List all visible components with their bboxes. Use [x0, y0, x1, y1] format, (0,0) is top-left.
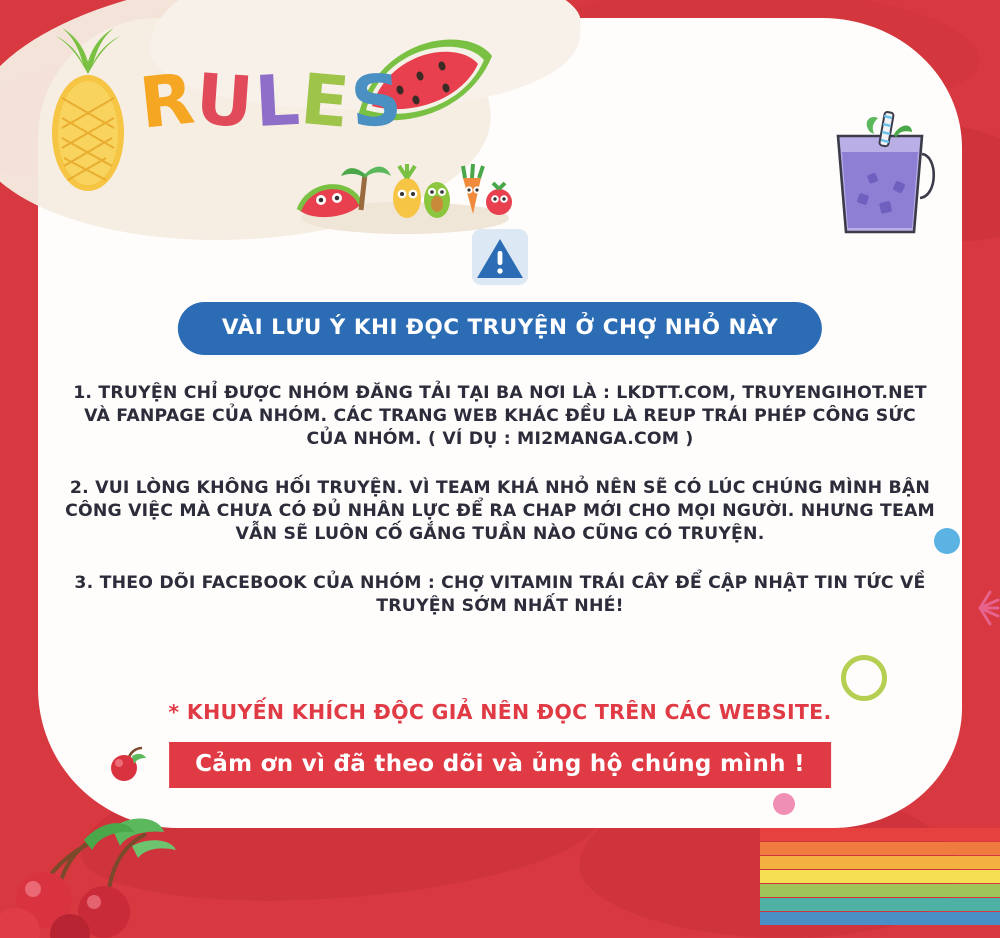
rule-item: 1. TRUYỆN CHỈ ĐƯỢC NHÓM ĐĂNG TẢI TẠI BA NƠI LÀ : LKDTT.COM, TRUYENGIHOT.NET VÀ FANPAGE CỦA NHÓM. CÁC TRANG WEB KHÁC ĐỀU LÀ REUP TRÁI PHÉP CÔNG SỨC CỦA NHÓM. ( VÍ DỤ : MI2MANGA.COM )	[73, 383, 927, 449]
pineapple-illustration	[38, 28, 138, 198]
thanks-banner: Cảm ơn vì đã theo dõi và ủng hộ chúng mình !	[169, 742, 831, 788]
warning-triangle-icon	[471, 228, 529, 286]
blue-dot	[934, 528, 960, 554]
green-ring	[841, 655, 887, 701]
rules-letter-l: L	[252, 58, 304, 144]
cherry-cluster-illustration	[0, 788, 300, 938]
rules-letter-r: R	[135, 57, 201, 145]
rainbow-stripes	[760, 828, 1000, 938]
rules-wordmark	[135, 57, 407, 145]
page-title: VÀI LƯU Ý KHI ĐỌC TRUYỆN Ở CHỢ NHỎ NÀY	[178, 302, 822, 355]
encourage-note: * KHUYẾN KHÍCH ĐỘC GIẢ NÊN ĐỌC TRÊN CÁC WEBSITE.	[168, 700, 832, 724]
rules-letter-s: S	[348, 58, 407, 144]
rules-logo-area	[20, 8, 540, 258]
pink-dot	[773, 793, 795, 815]
rule-item: 3. THEO DÕI FACEBOOK CỦA NHÓM : CHỢ VITAMIN TRÁI CÂY ĐỂ CẬP NHẬT TIN TỨC VỀ TRUYỆN SỚM NHẤT NHÉ!	[74, 573, 926, 616]
fruit-characters-row-illustration	[295, 148, 515, 238]
rules-list	[62, 382, 938, 644]
rules-letter-u: U	[193, 58, 258, 144]
rule-item: 2. VUI LÒNG KHÔNG HỐI TRUYỆN. VÌ TEAM KHÁ NHỎ NÊN SẼ CÓ LÚC CHÚNG MÌNH BẬN CÔNG VIỆC MÀ CHƯA CÓ ĐỦ NHÂN LỰC ĐỂ RA CHAP MỚI CHO MỌI NGƯỜI. NHƯNG TEAM VẪN SẼ LUÔN CỐ GẮNG TUẦN NÀO CŨNG CÓ TRUYỆN.	[65, 478, 935, 544]
smoothie-cup-illustration	[820, 110, 940, 240]
rules-letter-e: E	[297, 57, 355, 145]
sparkle-burst-icon	[960, 588, 1000, 628]
cherry-illustration	[108, 744, 150, 784]
